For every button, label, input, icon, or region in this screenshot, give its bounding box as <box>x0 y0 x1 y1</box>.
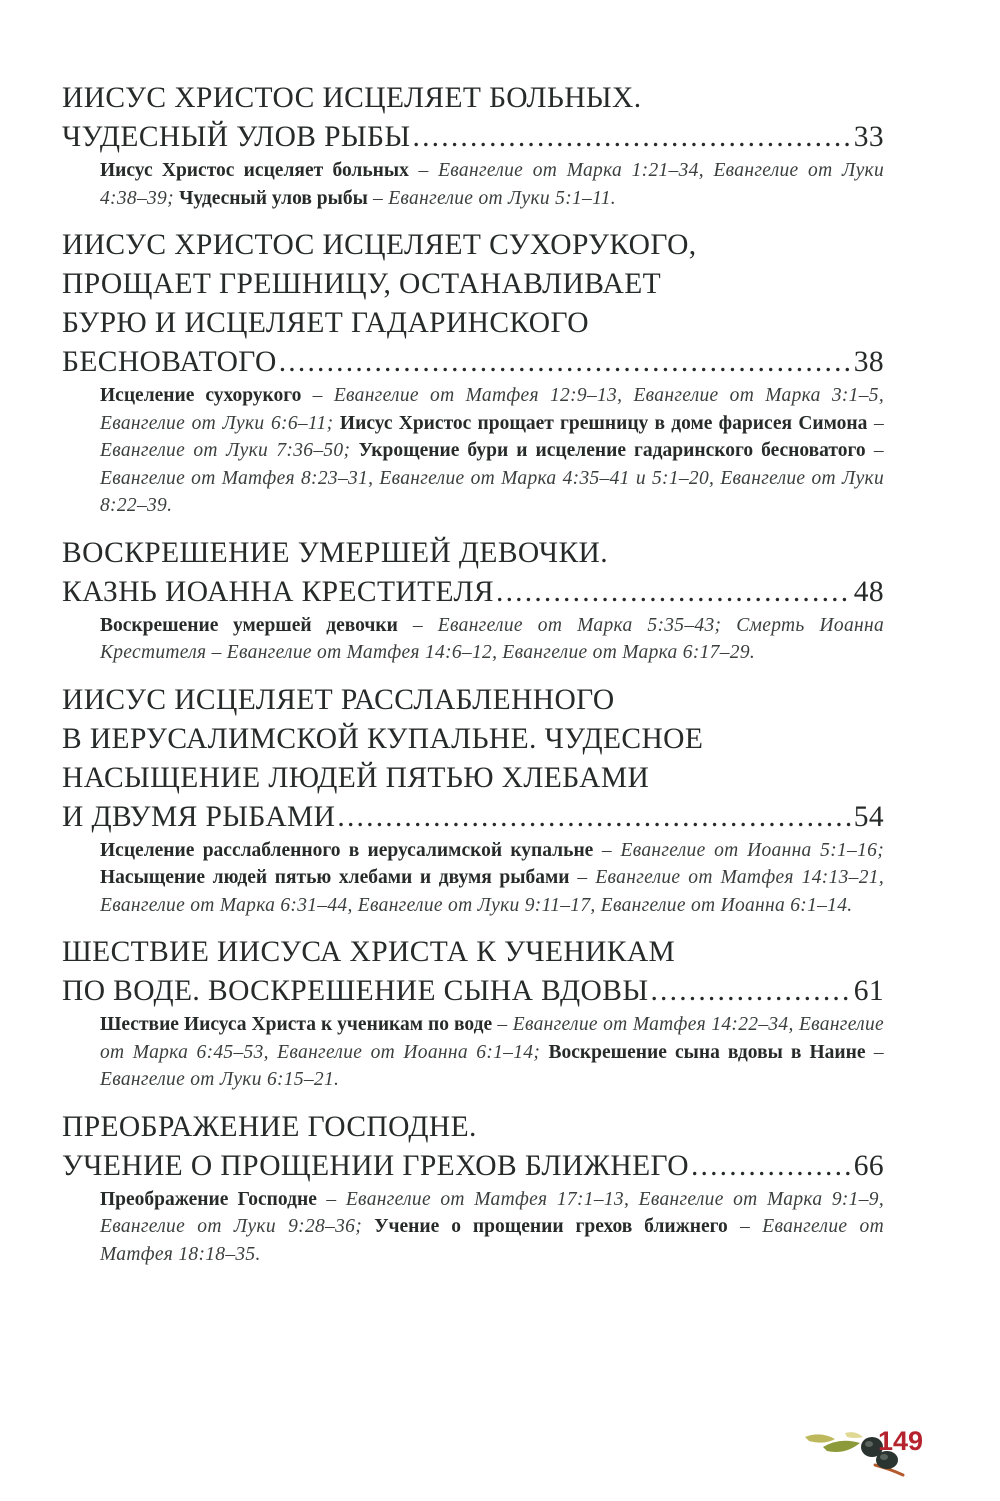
scripture-reference: – Евангелие от Иоанна 5:1–16; <box>593 839 884 861</box>
entry-title-line: ИИСУС ХРИСТОС ИСЦЕЛЯЕТ СУХОРУКОГО, <box>62 229 697 261</box>
toc-entry <box>62 933 884 1094</box>
story-title: Шествие Иисуса Христа к ученикам по воде <box>100 1014 493 1035</box>
entry-title-line: ИИСУС ИСЦЕЛЯЕТ РАССЛАБЛЕННОГО <box>62 683 615 716</box>
entry-title-last-line[interactable] <box>62 118 884 157</box>
entry-title-text: ЧУДЕСНЫЙ УЛОВ РЫБЫ <box>62 121 411 153</box>
entry-title-last-line[interactable] <box>62 573 884 612</box>
scripture-reference: – Евангелие от Матфея 14:13–21, Евангелие от Марка 6:31–44, Евангелие от Луки 9:11–17, Евангелие от Иоанна 6:1–14. <box>100 867 885 916</box>
entry-page-number: 66 <box>853 1149 884 1182</box>
dot-leader <box>279 343 852 382</box>
story-title: Чудесный улов рыбы <box>179 187 368 209</box>
entry-description <box>100 1186 884 1269</box>
entry-title-line: БУРЮ И ИСЦЕЛЯЕТ ГАДАРИНСКОГО <box>62 307 589 339</box>
entry-description <box>100 382 884 520</box>
story-title: Воскрешение сына вдовы в Наине <box>548 1041 866 1063</box>
story-title: Исцеление сухорукого <box>100 385 302 406</box>
toc-entry <box>62 681 884 920</box>
toc-entry <box>62 1108 884 1269</box>
scripture-reference: – Евангелие от Матфея 12:9–13, Евангелие от Марка 3:1–5, Евангелие от Луки 6:6–11; <box>100 385 884 434</box>
scripture-reference: – Евангелие от Матфея 14:22–34, Евангелие от Марка 6:45–53, Евангелие от Иоанна 6:1–14; <box>100 1014 884 1063</box>
entry-title-last-line[interactable] <box>62 343 884 382</box>
entry-title-line: ИИСУС ХРИСТОС ИСЦЕЛЯЕТ БОЛЬНЫХ. <box>62 82 642 114</box>
table-of-contents <box>62 78 884 1282</box>
scripture-reference: – Евангелие от Марка 5:35–43; Смерть Иоанна Крестителя – Евангелие от Матфея 14:6–12, Евангелие от Марка 6:17–29. <box>100 614 884 663</box>
entry-page-number: 38 <box>853 346 884 378</box>
story-title: Учение о прощении грехов ближнего <box>374 1216 728 1237</box>
story-title: Преображение Господне <box>100 1188 317 1210</box>
story-title: Исцеление расслабленного в иерусалимской купальне <box>100 839 594 861</box>
dot-leader <box>496 573 852 612</box>
scripture-reference: – Евангелие от Луки 6:15–21. <box>100 1041 884 1090</box>
dot-leader <box>650 972 851 1011</box>
scripture-reference: – Евангелие от Луки 7:36–50; <box>100 412 884 461</box>
entry-title-text: И ДВУМЯ РЫБАМИ <box>62 800 336 833</box>
entry-title-text: ПО ВОДЕ. ВОСКРЕШЕНИЕ СЫНА ВДОВЫ <box>62 975 649 1007</box>
story-title: Иисус Христос исцеляет больных <box>100 160 409 181</box>
entry-page-number: 54 <box>853 800 884 833</box>
entry-page-number: 61 <box>853 975 884 1007</box>
entry-page-number: 48 <box>853 575 884 608</box>
page-number: 149 <box>878 1426 924 1456</box>
entry-description <box>100 837 884 920</box>
entry-title-line: ШЕСТВИЕ ИИСУСА ХРИСТА К УЧЕНИКАМ <box>62 936 676 968</box>
scripture-reference: – Евангелие от Матфея 8:23–31, Евангелие от Марка 4:35–41 и 5:1–20, Евангелие от Луки 8:22–39. <box>100 440 884 516</box>
entry-title-text: БЕСНОВАТОГО <box>62 346 277 378</box>
scripture-reference: – Евангелие от Матфея 18:18–35. <box>100 1216 884 1265</box>
scripture-reference: – Евангелие от Луки 5:1–11. <box>367 187 616 209</box>
entry-title-line: НАСЫЩЕНИЕ ЛЮДЕЙ ПЯТЬЮ ХЛЕБАМИ <box>62 761 650 794</box>
entry-title-last-line[interactable] <box>62 798 884 837</box>
scripture-reference: – Евангелие от Матфея 17:1–13, Евангелие от Марка 9:1–9, Евангелие от Луки 9:28–36; <box>100 1188 885 1237</box>
dot-leader <box>337 798 851 837</box>
entry-description <box>100 612 884 667</box>
story-title: Иисус Христос прощает грешницу в доме фарисея Симона <box>339 412 868 434</box>
scripture-reference: – Евангелие от Марка 1:21–34, Евангелие от Луки 4:38–39; <box>100 160 884 209</box>
entry-description <box>100 1011 884 1094</box>
toc-entry <box>62 534 884 667</box>
story-title: Воскрешение умершей девочки <box>100 614 398 636</box>
story-title: Насыщение людей пятью хлебами и двумя рыбами <box>100 867 570 888</box>
entry-description <box>100 157 884 212</box>
entry-title-line: ПРЕОБРАЖЕНИЕ ГОСПОДНЕ. <box>62 1110 477 1143</box>
dot-leader <box>691 1147 852 1186</box>
entry-title-text: КАЗНЬ ИОАННА КРЕСТИТЕЛЯ <box>62 575 495 608</box>
entry-title-line: ПРОЩАЕТ ГРЕШНИЦУ, ОСТАНАВЛИВАЕТ <box>62 268 662 300</box>
entry-title-last-line[interactable] <box>62 1147 884 1186</box>
entry-title-text: УЧЕНИЕ О ПРОЩЕНИИ ГРЕХОВ БЛИЖНЕГО <box>62 1149 689 1182</box>
toc-entry <box>62 78 884 212</box>
dot-leader <box>413 118 852 157</box>
entry-title-line: В ИЕРУСАЛИМСКОЙ КУПАЛЬНЕ. ЧУДЕСНОЕ <box>62 722 704 755</box>
entry-page-number: 33 <box>853 121 884 153</box>
entry-title-last-line[interactable] <box>62 972 884 1011</box>
entry-title-line: ВОСКРЕШЕНИЕ УМЕРШЕЙ ДЕВОЧКИ. <box>62 536 609 569</box>
toc-entry <box>62 226 884 520</box>
story-title: Укрощение бури и исцеление гадаринского бесноватого <box>358 440 866 461</box>
